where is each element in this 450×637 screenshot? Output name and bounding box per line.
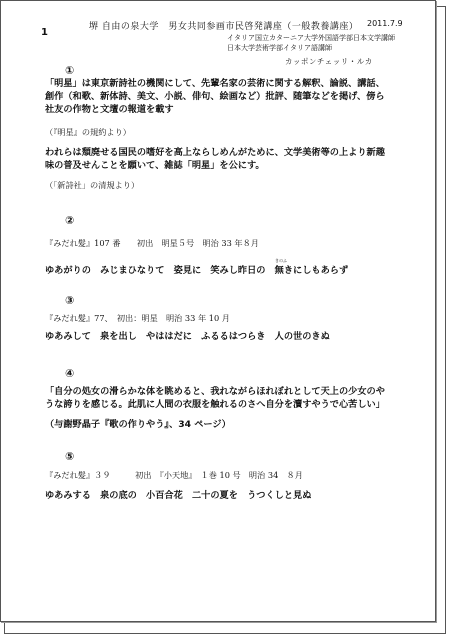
author-name: カッポンチェッリ・ルカ	[285, 57, 373, 66]
section-1-line-4: われらは頽廃せる国民の嗜好を高上ならしめんがために、文学美術等の上より新趣	[45, 147, 385, 158]
section-1-citation-2: （「新詩社」の清規より）	[45, 180, 140, 190]
lecture-date: 2011.7.9	[367, 19, 403, 28]
section-4-line-1: 「自分の処女の滑らかな体を眺めると、我れながらほれぼれとして天上の少女のや	[45, 386, 385, 397]
author-affiliation-2: 日本大学芸術学部イタリア語講師	[227, 44, 332, 52]
page-number: 1	[41, 27, 48, 38]
section-1-line-1: 「明星」は東京新詩社の機関にして、先輩名家の芸術に関する解釈、論説、講話、	[45, 78, 385, 89]
section-2-source: 『みだれ髪』107 番 初出 明星５号 明治 33 年８月	[45, 238, 259, 248]
section-3-source: 『みだれ髪』77、 初出：明星 明治 33 年 10 月	[45, 313, 230, 323]
section-4-number: ④	[65, 367, 75, 380]
section-3-poem: ゆあみして 泉を出し やははだに ふるるはつらき 人の世のきぬ	[45, 331, 330, 342]
section-1-line-5: 味の普及せんことを願いて、雑誌「明星」を公にす。	[45, 160, 265, 171]
author-affiliation-1: イタリア国立カターニア大学外国語学部日本文学講師	[227, 34, 395, 42]
section-5-source: 『みだれ髪』３９ 初出 『小天地』 １巻 10 号 明治 34 ８月	[45, 470, 303, 480]
section-2-poem: ゆあがりの みじまひなりて 姿見に 笑みし昨日の 無きにしもあらず	[45, 265, 349, 276]
section-1-number: ①	[65, 64, 75, 77]
section-5-poem: ゆあみする 泉の底の 小百合花 二十の夏を うつくしと見ぬ	[45, 490, 312, 501]
poem-2-ruby: きのふ	[275, 258, 287, 263]
section-4-line-2: うな誇りを感じる。此肌に人間の衣服を触れるのさへ自分を瀆すやうで心苦しい」	[45, 399, 385, 410]
section-1-citation-1: （『明星』の規約より）	[45, 127, 131, 137]
section-2-number: ②	[65, 214, 75, 227]
section-1-line-3: 社友の作物と文壇の報道を載す	[45, 104, 174, 115]
section-3-number: ③	[65, 294, 75, 307]
lecture-title: 堺 自由の泉大学 男女共同参画市民啓発講座（一般教養講座）	[89, 22, 359, 32]
section-4-citation: （与謝野晶子『歌の作りやう』、34 ページ）	[45, 419, 231, 430]
section-1-line-2: 創作（和歌、新体詩、美文、小説、俳句、絵画など）批評、随筆などを掲げ、傍ら	[45, 91, 385, 102]
section-5-number: ⑤	[65, 450, 75, 463]
